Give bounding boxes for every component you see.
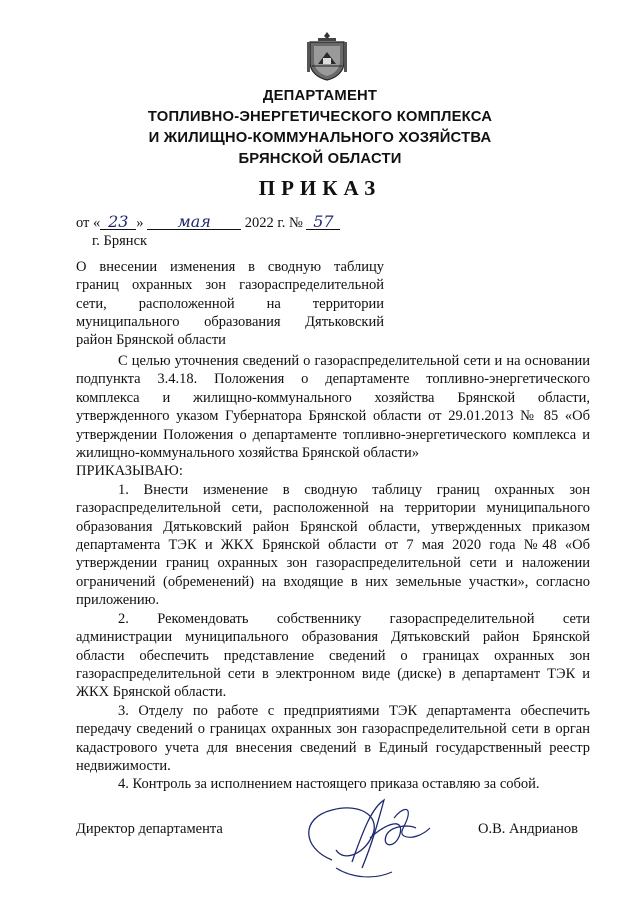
signer-title: Директор департамента bbox=[76, 821, 223, 837]
subject-line: границ охранных зон газораспределительной bbox=[76, 277, 384, 294]
order-subject bbox=[76, 258, 384, 349]
subject-line: муниципального образования Дятьковский bbox=[76, 313, 384, 330]
document-title: ПРИКАЗ bbox=[258, 176, 382, 200]
signer-name: О.В. Андрианов bbox=[478, 821, 578, 837]
date-line bbox=[76, 212, 340, 232]
order-word: ПРИКАЗЫВАЮ: bbox=[76, 463, 183, 480]
subject-line: О внесении изменения в сводную таблицу bbox=[76, 259, 384, 275]
order-body bbox=[76, 352, 590, 794]
open-quote: « bbox=[93, 215, 101, 231]
order-item: 3. Отделу по работе с предприятиями ТЭК департамента обеспечить передачу сведений о границах охранных зон газораспределительной сети в орган кадастрового учета для внесения сведений в Единый государственный реестр недвижимости. bbox=[76, 702, 590, 774]
handwritten-signature bbox=[292, 788, 442, 888]
department-line: И ЖИЛИЩНО-КОММУНАЛЬНОГО ХОЗЯЙСТВА bbox=[148, 130, 492, 146]
number-sign: № bbox=[288, 215, 303, 231]
city: г. Брянск bbox=[92, 233, 148, 249]
department-line: БРЯНСКОЙ ОБЛАСТИ bbox=[238, 151, 402, 167]
coat-of-arms-icon bbox=[306, 30, 348, 82]
date-month: мая bbox=[177, 212, 211, 231]
subject-line: район Брянской области bbox=[76, 332, 226, 349]
close-quote: » bbox=[136, 215, 144, 231]
subject-line: сети, расположенной на территории bbox=[76, 295, 384, 312]
department-line: ДЕПАРТАМЕНТ bbox=[262, 88, 378, 104]
date-from: от bbox=[76, 215, 90, 231]
date-day: 23 bbox=[108, 212, 129, 231]
order-number: 57 bbox=[313, 212, 334, 231]
preamble: С целью уточнения сведений о газораспределительной сети и на основании подпункта 3.4.18. Положения о департаменте топливно-энергетического комплекса и жилищно-коммунального хозяйства Брянской области, утвержденного указом Губернатора Брянской области от 29.01.2013 № 85 «Об утверждении Положения о департаменте топливно-энергетического комплекса и жилищно-коммунального хозяйства Брянской области» bbox=[76, 353, 590, 462]
date-year: 2022 г. bbox=[244, 215, 286, 231]
department-line: ТОПЛИВНО-ЭНЕРГЕТИЧЕСКОГО КОМПЛЕКСА bbox=[147, 109, 493, 125]
order-item: 2. Рекомендовать собственнику газораспределительной сети администрации муниципального образования Дятьковский район Брянской области обеспечить представление сведений о границах охранных зон газораспределительной сети в электронном виде (диске) в департамент ТЭК и ЖКХ Брянской области. bbox=[76, 610, 590, 701]
order-item: 4. Контроль за исполнением настоящего приказа оставляю за собой. bbox=[118, 776, 540, 793]
order-item: 1. Внести изменение в сводную таблицу границ охранных зон газораспределительной сети, расположенной на территории муниципального образования Дятьковский район Брянской области, утвержденных приказом департамента ТЭК и ЖКХ Брянской области от 7 мая 2020 года №48 «Об утверждении границ охранных зон газораспределительной сети и наложении ограничений (обременений) на входящие в них земельные участки», согласно приложению. bbox=[76, 481, 590, 609]
department-name bbox=[0, 86, 640, 170]
